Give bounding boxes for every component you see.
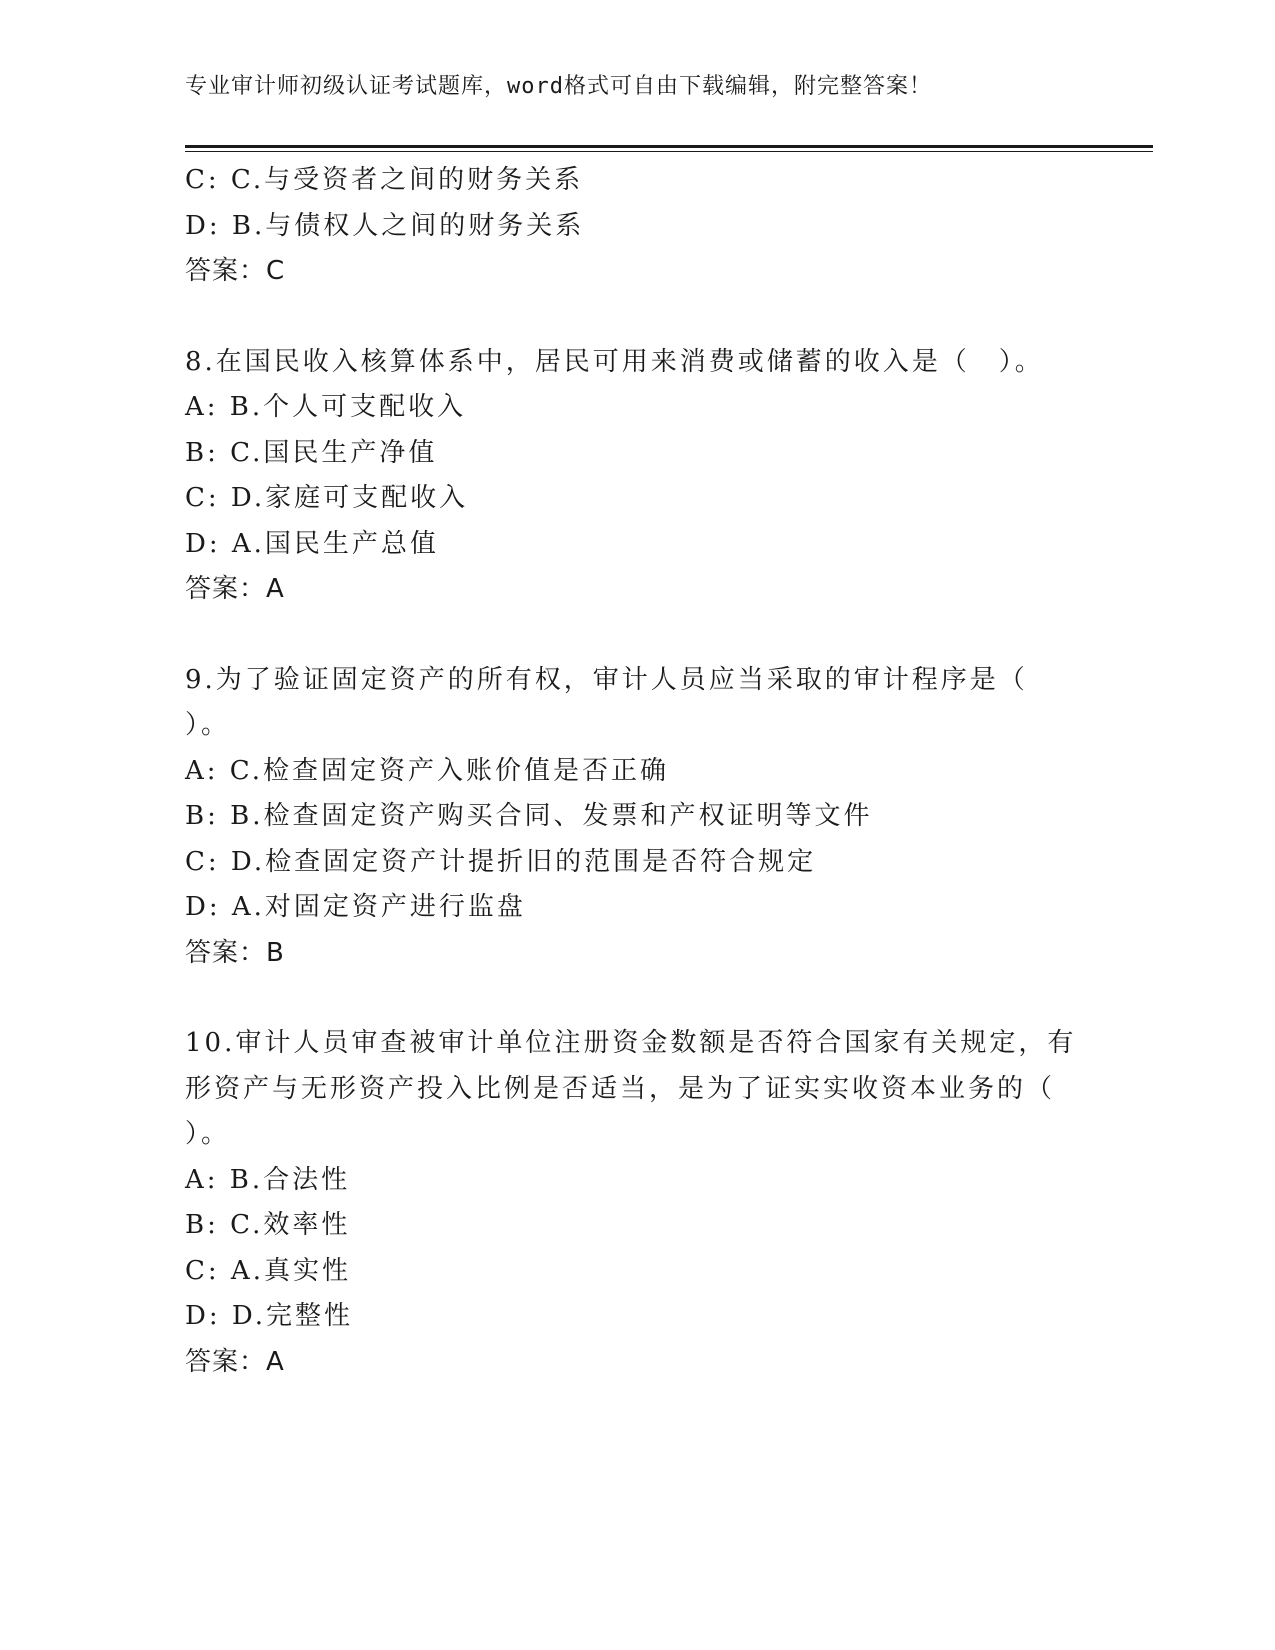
question-stem: 9.为了验证固定资产的所有权，审计人员应当采取的审计程序是（ (185, 664, 1028, 695)
page-header: 专业审计师初级认证考试题库，word格式可自由下载编辑，附完整答案！ (185, 74, 932, 99)
answer-line: 答案：C (185, 256, 286, 286)
option-b: B: C.效率性 (185, 1210, 351, 1240)
question-stem: 8.在国民收入核算体系中，居民可用来消费或储蓄的收入是（ ）。 (185, 346, 1044, 377)
question-list (185, 158, 1085, 1385)
question-stem-continued: ）。 (185, 710, 231, 740)
header-rule-thin (185, 151, 1153, 152)
option-a: A: C.检查固定资产入账价值是否正确 (185, 755, 670, 786)
option-d: D: D.完整性 (185, 1301, 354, 1331)
header-rule-thick (185, 145, 1153, 148)
option-c: C: D.家庭可支配收入 (185, 483, 469, 513)
option-c: C: C.与受资者之间的财务关系 (185, 165, 584, 195)
option-b: B: C.国民生产净值 (185, 437, 438, 468)
option-d: D: A.国民生产总值 (185, 528, 439, 559)
spacer (185, 295, 1085, 340)
question-8 (185, 340, 1085, 613)
option-b: B: B.检查固定资产购买合同、发票和产权证明等文件 (185, 801, 873, 831)
option-d: D: B.与债权人之间的财务关系 (185, 210, 585, 241)
option-a: A: B.个人可支配收入 (185, 392, 467, 422)
prev-question-block (185, 158, 1085, 295)
question-stem-continued: 形资产与无形资产投入比例是否适当，是为了证实实收资本业务的（ (185, 1073, 1056, 1104)
spacer (185, 976, 1085, 1021)
option-c: C: A.真实性 (185, 1255, 351, 1286)
option-a: A: B.合法性 (185, 1164, 351, 1195)
spacer (185, 613, 1085, 658)
option-c: C: D.检查固定资产计提折旧的范围是否符合规定 (185, 846, 817, 877)
question-10 (185, 1021, 1085, 1385)
answer-line: 答案：A (185, 1346, 285, 1377)
question-9 (185, 658, 1085, 977)
question-stem: 10.审计人员审查被审计单位注册资金数额是否符合国家有关规定，有 (185, 1028, 1077, 1058)
answer-line: 答案：A (185, 574, 285, 604)
answer-line: 答案：B (185, 937, 285, 968)
question-stem-continued: ）。 (185, 1119, 231, 1149)
option-d: D: A.对固定资产进行监盘 (185, 892, 526, 922)
